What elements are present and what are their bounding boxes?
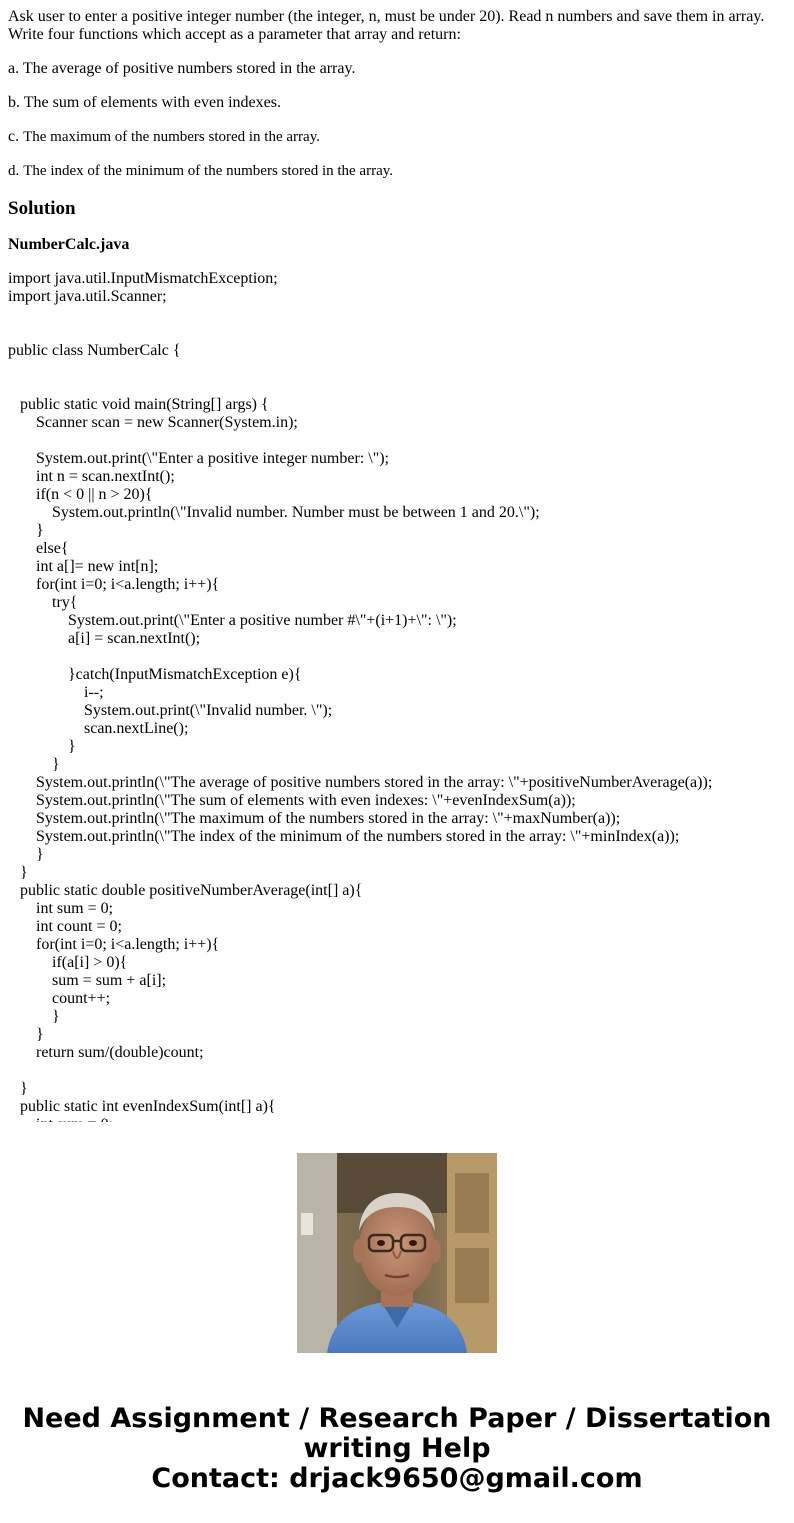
code-line	[8, 378, 788, 396]
code-line: a[i] = scan.nextInt();	[8, 630, 201, 647]
code-line	[8, 360, 788, 378]
code-line: try{	[8, 594, 78, 611]
question-item-c	[8, 128, 788, 146]
code-line: for(int i=0; i<a.length; i++){	[8, 576, 220, 593]
question-item-text: The sum of elements with even indexes.	[23, 94, 281, 111]
code-line: System.out.println(\"Invalid number. Number must be between 1 and 20.\");	[8, 504, 540, 521]
question-item-text: The average of positive numbers stored in the array.	[22, 60, 356, 77]
code-line: }	[8, 864, 28, 881]
question-intro-line-2: Write four functions which accept as a parameter that array and return:	[8, 26, 461, 43]
author-portrait-image	[297, 1153, 497, 1353]
promo-line-2: writing Help	[303, 1433, 491, 1464]
promo-line-1: Need Assignment / Research Paper / Dissertation	[22, 1403, 772, 1434]
file-name-heading: NumberCalc.java	[8, 236, 130, 253]
code-line: Scanner scan = new Scanner(System.in);	[8, 414, 298, 431]
code-line: }	[8, 1008, 60, 1025]
promo-text	[0, 1404, 794, 1494]
question-item-b	[8, 94, 788, 112]
code-line: for(int i=0; i<a.length; i++){	[8, 936, 220, 953]
question-content	[8, 0, 788, 1122]
code-line: scan.nextLine();	[8, 720, 189, 737]
code-line: sum = sum + a[i];	[8, 972, 167, 989]
question-intro	[8, 8, 788, 44]
code-line	[8, 324, 788, 342]
code-line: System.out.println(\"The maximum of the numbers stored in the array: \"+maxNumber(a));	[8, 810, 621, 827]
code-line: System.out.print(\"Enter a positive integer number: \");	[8, 450, 389, 467]
code-line: count++;	[8, 990, 111, 1007]
code-line: import java.util.Scanner;	[8, 288, 167, 305]
author-avatar	[297, 1153, 497, 1353]
code-line: return sum/(double)count;	[8, 1044, 204, 1061]
code-line: System.out.print(\"Invalid number. \");	[8, 702, 333, 719]
code-line: }	[8, 1080, 28, 1097]
code-line	[8, 1062, 788, 1080]
code-line: int a[]= new int[n];	[8, 558, 159, 575]
code-line: if(n < 0 || n > 20){	[8, 486, 153, 503]
code-line: i--;	[8, 684, 104, 701]
question-item-text: The index of the minimum of the numbers stored in the array.	[23, 163, 394, 179]
code-line: }catch(InputMismatchException e){	[8, 666, 302, 683]
question-item-d	[8, 162, 788, 180]
solution-heading: Solution	[8, 198, 76, 219]
code-line: public class NumberCalc {	[8, 342, 181, 359]
question-intro-line-1: Ask user to enter a positive integer number (the integer, n, must be under 20). Read n numbers and save them in array.	[8, 8, 765, 25]
code-line: }	[8, 846, 44, 863]
question-item-label: a.	[8, 60, 20, 77]
question-item-a	[8, 60, 788, 78]
question-item-label: d.	[8, 163, 20, 179]
question-item-label: c.	[8, 128, 20, 145]
code-line: }	[8, 522, 44, 539]
code-line: public static void main(String[] args) {	[8, 396, 269, 413]
code-line: import java.util.InputMismatchException;	[8, 270, 278, 287]
code-line: int n = scan.nextInt();	[8, 468, 175, 485]
code-line: System.out.println(\"The average of positive numbers stored in the array: \"+positiveNumberAverage(a));	[8, 774, 713, 791]
promo-section	[0, 1122, 794, 1523]
promo-contact-line: Contact: drjack9650@gmail.com	[151, 1463, 643, 1494]
code-line: }	[8, 1026, 44, 1043]
code-line: else{	[8, 540, 69, 557]
code-line: }	[8, 738, 76, 755]
question-item-label: b.	[8, 94, 20, 111]
code-line: if(a[i] > 0){	[8, 954, 128, 971]
question-item-text: The maximum of the numbers stored in the array.	[23, 129, 320, 145]
code-line: System.out.println(\"The index of the minimum of the numbers stored in the array: \"+minIndex(a));	[8, 828, 680, 845]
code-line	[8, 432, 788, 450]
code-line: }	[8, 756, 60, 773]
code-line: public static double positiveNumberAverage(int[] a){	[8, 882, 363, 899]
code-line: public static int evenIndexSum(int[] a){	[8, 1098, 276, 1115]
code-block	[8, 270, 788, 1134]
code-line	[8, 648, 788, 666]
code-line: int count = 0;	[8, 918, 122, 935]
code-line: System.out.print(\"Enter a positive number #\"+(i+1)+\": \");	[8, 612, 457, 629]
code-line	[8, 306, 788, 324]
code-line: int sum = 0;	[8, 900, 114, 917]
code-line: System.out.println(\"The sum of elements with even indexes: \"+evenIndexSum(a));	[8, 792, 576, 809]
